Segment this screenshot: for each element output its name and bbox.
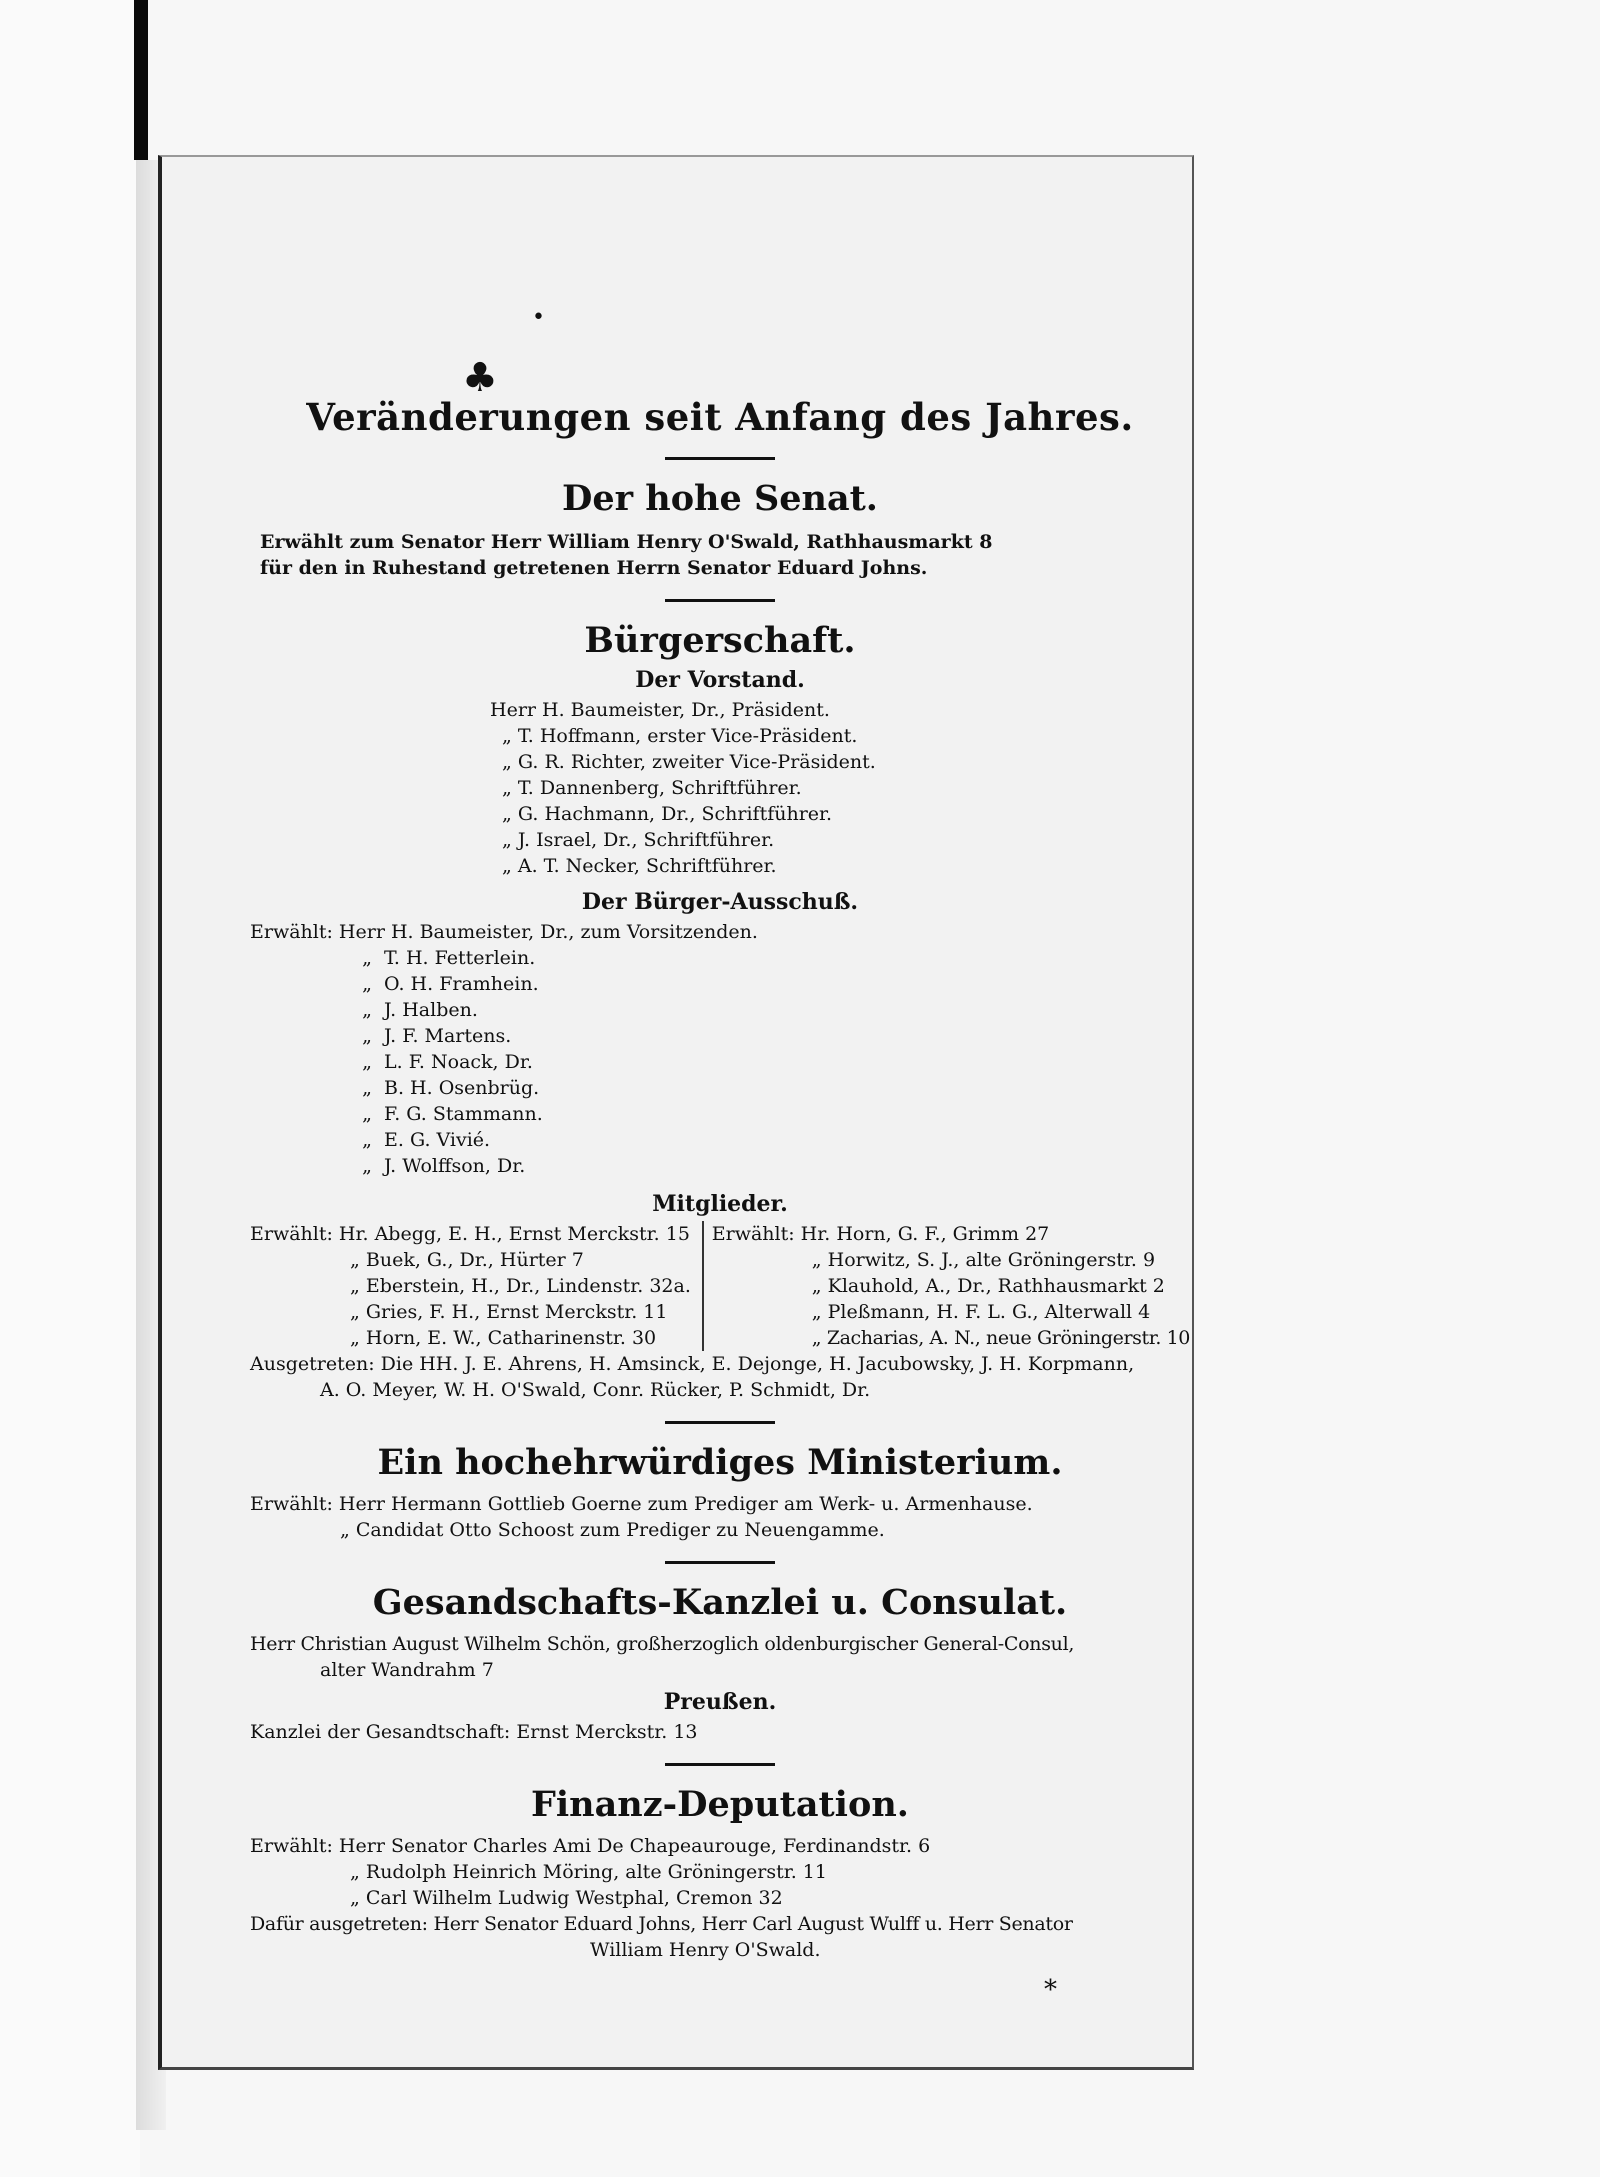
- ministerium-line: „ Candidat Otto Schoost zum Prediger zu Neuengamme.: [340, 1519, 885, 1541]
- vorstand-list: [250, 697, 1190, 879]
- finanz-heading: Finanz-Deputation.: [531, 1784, 909, 1825]
- gesandtschaft-heading: Gesandschafts-Kanzlei u. Consulat.: [372, 1582, 1068, 1623]
- finanz-line: William Henry O'Swald.: [590, 1939, 821, 1961]
- ink-blot-icon: ♣: [462, 355, 498, 401]
- buergerschaft-heading: Bürgerschaft.: [584, 620, 856, 661]
- list-item: „ Gries, F. H., Ernst Merckstr. 11: [350, 1301, 668, 1323]
- list-item: Erwählt: Hr. Abegg, E. H., Ernst Merckstr. 15: [250, 1223, 690, 1245]
- list-item: „ T. H. Fetterlein.: [362, 947, 536, 969]
- list-item: „ B. H. Osenbrüg.: [362, 1077, 540, 1099]
- page-title: Veränderungen seit Anfang des Jahres.: [306, 395, 1134, 439]
- list-item: „ F. G. Stammann.: [362, 1103, 543, 1125]
- ausgetreten-line: A. O. Meyer, W. H. O'Swald, Conr. Rücker, P. Schmidt, Dr.: [320, 1379, 871, 1401]
- gesandtschaft-line: alter Wandrahm 7: [320, 1659, 494, 1681]
- gesandtschaft-section: [250, 1582, 1190, 1745]
- divider: [665, 1421, 775, 1424]
- gesandtschaft-line: Herr Christian August Wilhelm Schön, großherzoglich oldenburgischer General-Consul,: [250, 1633, 1075, 1655]
- list-item: „ T. Dannenberg, Schriftführer.: [502, 777, 802, 799]
- finanz-section: [250, 1784, 1190, 1963]
- list-item: „ Eberstein, H., Dr., Lindenstr. 32a.: [350, 1275, 691, 1297]
- list-item: „ Pleßmann, H. F. L. G., Alterwall 4: [811, 1301, 1151, 1323]
- ministerium-section: [250, 1442, 1190, 1543]
- mitglieder-right: [704, 1221, 1190, 1351]
- document-body: [250, 395, 1190, 1963]
- list-item: „ Horn, E. W., Catharinenstr. 30: [350, 1327, 657, 1349]
- preussen-heading: Preußen.: [663, 1689, 777, 1715]
- list-item: „ Horwitz, S. J., alte Gröningerstr. 9: [811, 1249, 1156, 1271]
- list-item: „ G. Hachmann, Dr., Schriftführer.: [502, 803, 833, 825]
- list-item: „ Klauhold, A., Dr., Rathhausmarkt 2: [811, 1275, 1165, 1297]
- finanz-line: Dafür ausgetreten: Herr Senator Eduard Johns, Herr Carl August Wulff u. Herr Senator: [250, 1913, 1073, 1935]
- ausschuss-heading: Der Bürger-Ausschuß.: [581, 889, 859, 915]
- ministerium-line: Erwählt: Herr Hermann Gottlieb Goerne zum Prediger am Werk- u. Armenhause.: [250, 1493, 1033, 1515]
- ausschuss-list: [250, 945, 1190, 1179]
- list-item: „ L. F. Noack, Dr.: [362, 1051, 533, 1073]
- list-item: „ Buek, G., Dr., Hürter 7: [350, 1249, 584, 1271]
- senat-line: Erwählt zum Senator Herr William Henry O'Swald, Rathhausmarkt 8: [260, 531, 993, 553]
- vorstand-heading: Der Vorstand.: [635, 667, 805, 693]
- senat-heading: Der hohe Senat.: [562, 478, 878, 519]
- finanz-line: „ Rudolph Heinrich Möring, alte Gröningerstr. 11: [350, 1861, 827, 1883]
- senat-line: für den in Ruhestand getretenen Herrn Senator Eduard Johns.: [260, 557, 928, 579]
- divider: [665, 1763, 775, 1766]
- list-item: Erwählt: Hr. Horn, G. F., Grimm 27: [711, 1223, 1050, 1245]
- mitglieder-columns: [250, 1221, 1190, 1351]
- buergerschaft-section: [250, 620, 1190, 1403]
- list-item: „ J. Israel, Dr., Schriftführer.: [502, 829, 775, 851]
- binding-background: [0, 0, 140, 2177]
- ministerium-heading: Ein hochehrwürdiges Ministerium.: [377, 1442, 1063, 1483]
- divider: [665, 1561, 775, 1564]
- list-item: „ J. Halben.: [362, 999, 478, 1021]
- ausschuss-first: Erwählt: Herr H. Baumeister, Dr., zum Vorsitzenden.: [250, 921, 758, 943]
- list-item: „ A. T. Necker, Schriftführer.: [502, 855, 777, 877]
- divider: [665, 457, 775, 460]
- mitglieder-heading: Mitglieder.: [652, 1191, 788, 1217]
- list-item: „ J. F. Martens.: [362, 1025, 512, 1047]
- divider: [665, 599, 775, 602]
- list-item: „ G. R. Richter, zweiter Vice-Präsident.: [502, 751, 876, 773]
- preussen-line: Kanzlei der Gesandtschaft: Ernst Merckstr. 13: [250, 1721, 698, 1743]
- finanz-line: Erwählt: Herr Senator Charles Ami De Chapeaurouge, Ferdinandstr. 6: [250, 1835, 931, 1857]
- list-item: „ E. G. Vivié.: [362, 1129, 491, 1151]
- list-item: „ Zacharias, A. N., neue Gröningerstr. 10: [811, 1327, 1190, 1349]
- mitglieder-left: [250, 1221, 704, 1351]
- smudge-mark: •: [532, 305, 545, 330]
- senat-section: [250, 478, 1190, 581]
- finanz-line: „ Carl Wilhelm Ludwig Westphal, Cremon 32: [350, 1887, 783, 1909]
- list-item: „ J. Wolffson, Dr.: [362, 1155, 526, 1177]
- list-item: „ T. Hoffmann, erster Vice-Präsident.: [502, 725, 858, 747]
- spine-shadow: [134, 0, 148, 160]
- ausgetreten-line: Ausgetreten: Die HH. J. E. Ahrens, H. Amsinck, E. Dejonge, H. Jacubowsky, J. H. Korpmann,: [250, 1353, 1135, 1375]
- asterisk-mark: *: [1044, 1975, 1057, 2005]
- list-item: Herr H. Baumeister, Dr., Präsident.: [490, 699, 830, 721]
- list-item: „ O. H. Framhein.: [362, 973, 539, 995]
